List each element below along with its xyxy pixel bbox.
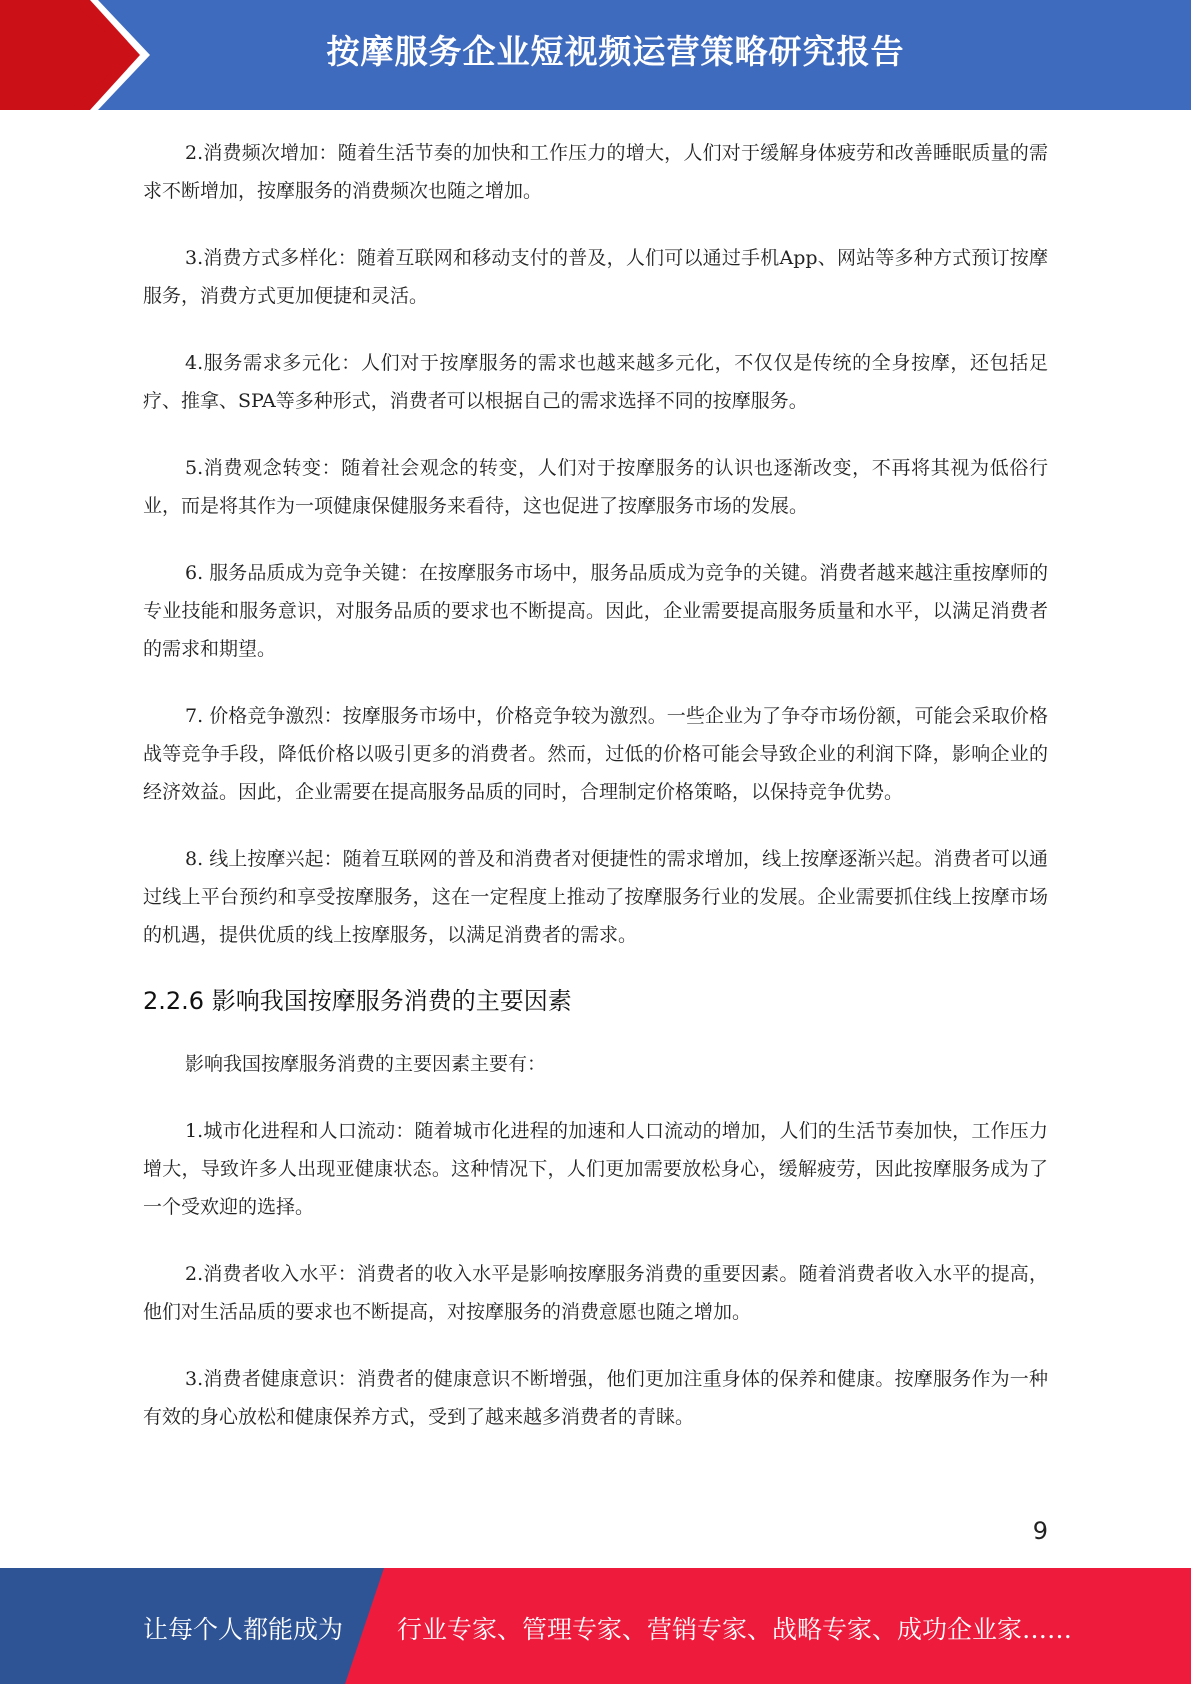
paragraph: 6. 服务品质成为竞争关键：在按摩服务市场中，服务品质成为竞争的关键。消费者越来越注重按摩师的专业技能和服务意识，对服务品质的要求也不断提高。因此，企业需要提高服务质量和水平，以满足消费者的需求和期望。 [143, 562, 1048, 660]
paragraph: 4.服务需求多元化：人们对于按摩服务的需求也越来越多元化，不仅仅是传统的全身按摩，还包括足疗、推拿、SPA等多种形式，消费者可以根据自己的需求选择不同的按摩服务。 [143, 352, 1048, 412]
paragraph: 3.消费方式多样化：随着互联网和移动支付的普及，人们可以通过手机App、网站等多种方式预订按摩服务，消费方式更加便捷和灵活。 [143, 247, 1048, 307]
paragraph: 影响我国按摩服务消费的主要因素主要有： [185, 1053, 547, 1075]
paragraph: 2.消费频次增加：随着生活节奏的加快和工作压力的增大，人们对于缓解身体疲劳和改善睡眠质量的需求不断增加，按摩服务的消费频次也随之增加。 [143, 142, 1048, 202]
section-heading: 2.2.6 影响我国按摩服务消费的主要因素 [143, 987, 572, 1015]
page-footer [0, 1568, 1191, 1684]
paragraph: 1.城市化进程和人口流动：随着城市化进程的加速和人口流动的增加，人们的生活节奏加快，工作压力增大，导致许多人出现亚健康状态。这种情况下，人们更加需要放松身心，缓解疲劳，因此按摩服务成为了一个受欢迎的选择。 [143, 1120, 1048, 1218]
document-body [143, 134, 1048, 1465]
page-header [0, 0, 1191, 110]
footer-slogan-right: 行业专家、管理专家、营销专家、战略专家、成功企业家…… [397, 1615, 1073, 1644]
paragraph: 7. 价格竞争激烈：按摩服务市场中，价格竞争较为激烈。一些企业为了争夺市场份额，可能会采取价格战等竞争手段，降低价格以吸引更多的消费者。然而，过低的价格可能会导致企业的利润下降，影响企业的经济效益。因此，企业需要在提高服务品质的同时，合理制定价格策略，以保持竞争优势。 [143, 705, 1048, 803]
page-number: 9 [1032, 1517, 1048, 1545]
footer-slogan-left: 让每个人都能成为 [143, 1615, 344, 1644]
paragraph: 8. 线上按摩兴起：随着互联网的普及和消费者对便捷性的需求增加，线上按摩逐渐兴起。消费者可以通过线上平台预约和享受按摩服务，这在一定程度上推动了按摩服务行业的发展。企业需要抓住线上按摩市场的机遇，提供优质的线上按摩服务，以满足消费者的需求。 [143, 848, 1048, 946]
report-title: 按摩服务企业短视频运营策略研究报告 [326, 32, 905, 71]
paragraph: 5.消费观念转变：随着社会观念的转变，人们对于按摩服务的认识也逐渐改变，不再将其视为低俗行业，而是将其作为一项健康保健服务来看待，这也促进了按摩服务市场的发展。 [143, 457, 1048, 517]
paragraph: 2.消费者收入水平：消费者的收入水平是影响按摩服务消费的重要因素。随着消费者收入水平的提高，他们对生活品质的要求也不断提高，对按摩服务的消费意愿也随之增加。 [143, 1263, 1048, 1323]
paragraph: 3.消费者健康意识：消费者的健康意识不断增强，他们更加注重身体的保养和健康。按摩服务作为一种有效的身心放松和健康保养方式，受到了越来越多消费者的青睐。 [143, 1368, 1048, 1428]
